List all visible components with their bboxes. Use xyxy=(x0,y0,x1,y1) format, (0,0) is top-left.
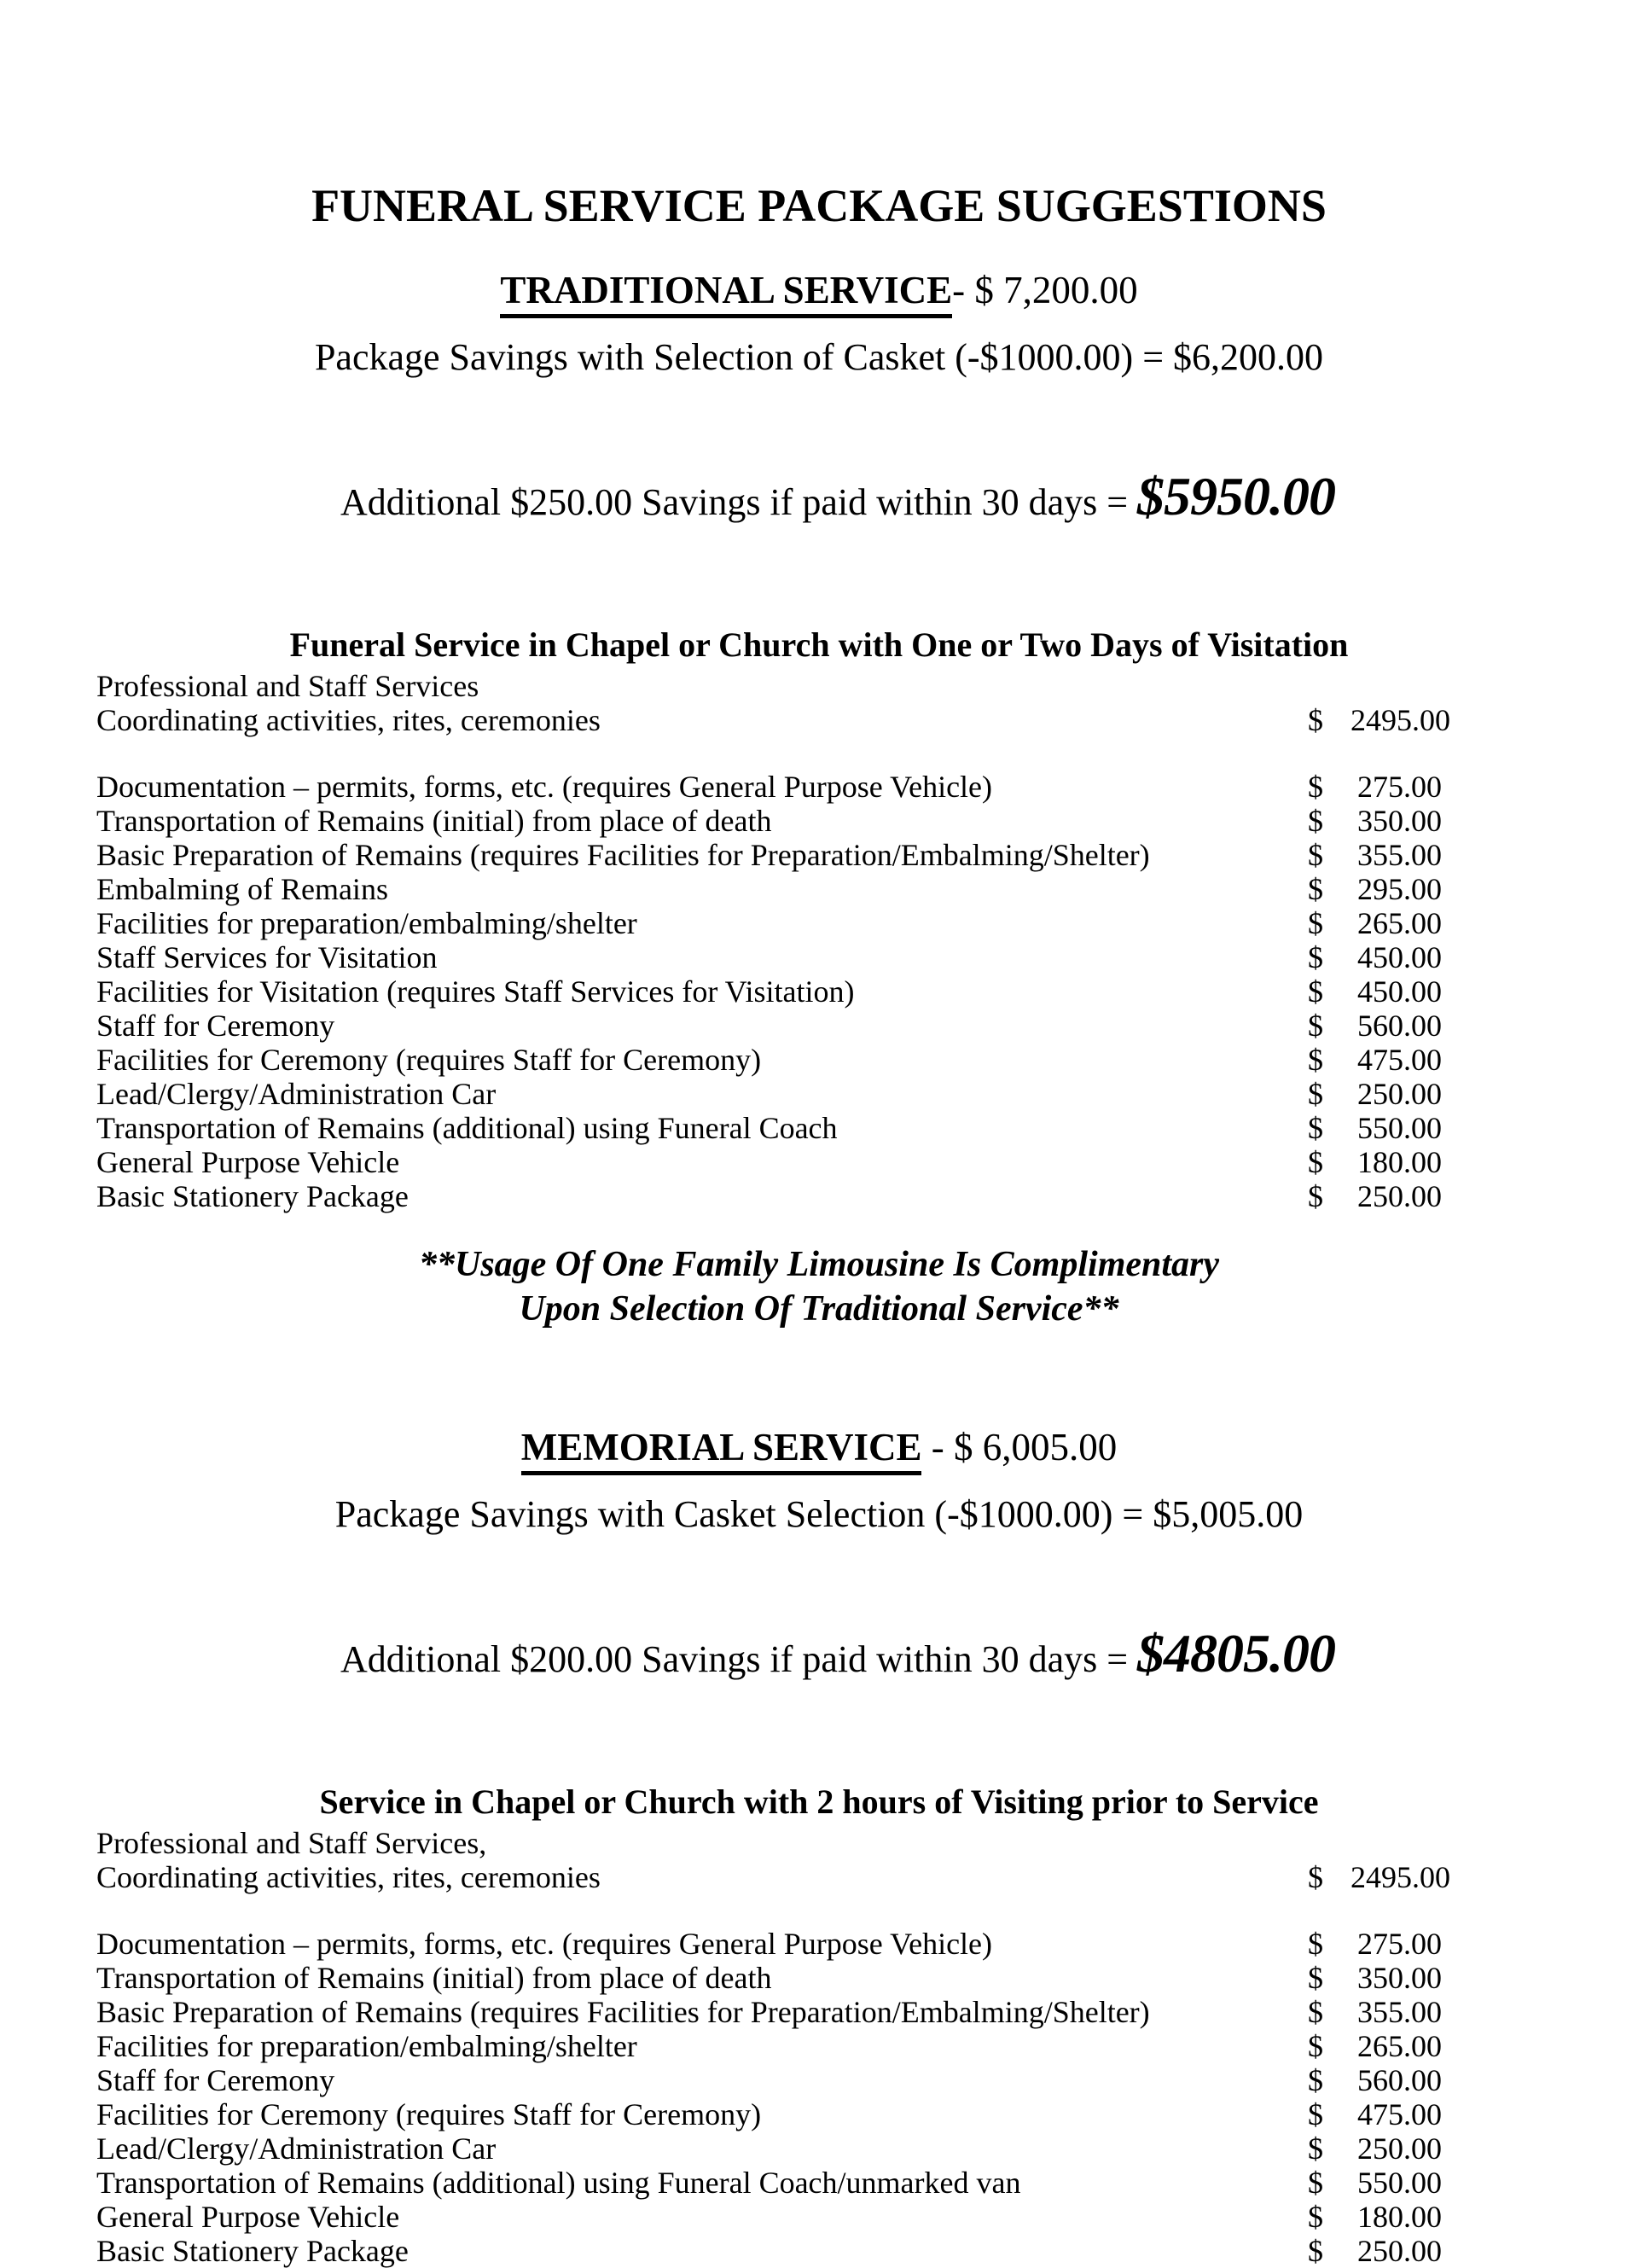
traditional-savings-line: Package Savings with Selection of Casket (-$1000.00) = $6,200.00 xyxy=(314,336,1324,378)
list-item xyxy=(96,2166,1442,2200)
currency-symbol: $ xyxy=(1308,1111,1323,1145)
list-item xyxy=(96,1009,1442,1043)
item-amount: 550.00 xyxy=(1357,2166,1442,2200)
list-item xyxy=(96,1995,1442,2029)
list-item xyxy=(96,1927,1442,1961)
currency-symbol: $ xyxy=(1308,2234,1323,2268)
item-label: Transportation of Remains (initial) from place of death xyxy=(96,1961,772,1995)
currency-symbol: $ xyxy=(1308,2029,1323,2063)
list-item xyxy=(96,703,1450,737)
currency-symbol: $ xyxy=(1308,940,1323,974)
item-amount: 355.00 xyxy=(1357,838,1442,872)
list-item xyxy=(96,906,1442,940)
memorial-priced-items xyxy=(0,1927,1638,2268)
item-amount: 265.00 xyxy=(1357,906,1442,940)
limousine-note-line1: **Usage Of One Family Limousine Is Complimentary xyxy=(418,1245,1220,1284)
list-intro-row xyxy=(96,669,1442,703)
list-item xyxy=(96,1043,1442,1077)
list-item xyxy=(96,872,1442,906)
currency-symbol: $ xyxy=(1308,2063,1323,2097)
memorial-service-name: MEMORIAL SERVICE xyxy=(521,1426,922,1475)
item-label: Documentation – permits, forms, etc. (requires General Purpose Vehicle) xyxy=(96,1927,993,1961)
list-item xyxy=(96,2063,1442,2097)
item-label: Basic Stationery Package xyxy=(96,1179,409,1213)
memorial-item-list xyxy=(0,1826,1638,2268)
item-amount: 475.00 xyxy=(1357,2097,1442,2131)
item-label: Basic Preparation of Remains (requires Facilities for Preparation/Embalming/Shelter) xyxy=(96,1995,1150,2029)
list-item xyxy=(96,838,1442,872)
currency-symbol: $ xyxy=(1308,974,1323,1009)
limousine-note xyxy=(0,1242,1638,1331)
traditional-priced-items xyxy=(0,770,1638,1213)
traditional-sub-heading: Funeral Service in Chapel or Church with One or Two Days of Visitation xyxy=(289,625,1349,664)
item-amount: 295.00 xyxy=(1357,872,1442,906)
list-item xyxy=(96,2131,1442,2166)
currency-symbol: $ xyxy=(1308,1927,1323,1961)
intro-label: Professional and Staff Services, xyxy=(96,1826,487,1860)
currency-symbol: $ xyxy=(1308,1860,1323,1894)
item-amount: 560.00 xyxy=(1357,1009,1442,1043)
list-intro-row xyxy=(96,1826,1442,1860)
currency-symbol: $ xyxy=(1308,770,1323,804)
item-label: Staff for Ceremony xyxy=(96,2063,335,2097)
traditional-service-name: TRADITIONAL SERVICE xyxy=(500,269,952,318)
memorial-savings-line: Package Savings with Casket Selection (-$1000.00) = $5,005.00 xyxy=(334,1493,1304,1535)
currency-symbol: $ xyxy=(1308,1077,1323,1111)
memorial-additional-prefix: Additional $200.00 Savings if paid within 30 days = xyxy=(340,1638,1138,1680)
list-item xyxy=(96,2029,1442,2063)
item-label: General Purpose Vehicle xyxy=(96,2200,400,2234)
item-amount: 560.00 xyxy=(1357,2063,1442,2097)
item-amount: 355.00 xyxy=(1357,1995,1442,2029)
item-amount: 250.00 xyxy=(1357,2131,1442,2166)
item-amount: 265.00 xyxy=(1357,2029,1442,2063)
traditional-additional-prefix: Additional $250.00 Savings if paid within 30 days = xyxy=(340,481,1138,523)
item-label: Staff Services for Visitation xyxy=(96,940,438,974)
item-amount: 180.00 xyxy=(1357,2200,1442,2234)
currency-symbol: $ xyxy=(1308,906,1323,940)
item-amount: 450.00 xyxy=(1357,940,1442,974)
item-label: Facilities for Visitation (requires Staff Services for Visitation) xyxy=(96,974,855,1009)
item-amount: 250.00 xyxy=(1357,1077,1442,1111)
item-label: Transportation of Remains (additional) using Funeral Coach/unmarked van xyxy=(96,2166,1021,2200)
item-amount: 550.00 xyxy=(1357,1111,1442,1145)
currency-symbol: $ xyxy=(1308,1961,1323,1995)
item-label: Facilities for preparation/embalming/shelter xyxy=(96,906,637,940)
list-item xyxy=(96,1179,1442,1213)
item-amount: 250.00 xyxy=(1357,1179,1442,1213)
item-label: Basic Preparation of Remains (requires Facilities for Preparation/Embalming/Shelter) xyxy=(96,838,1150,872)
item-amount: 275.00 xyxy=(1357,1927,1442,1961)
memorial-service-price: - $ 6,005.00 xyxy=(921,1426,1118,1468)
currency-symbol: $ xyxy=(1308,1043,1323,1077)
item-label: Staff for Ceremony xyxy=(96,1009,335,1043)
intro-label: Professional and Staff Services xyxy=(96,669,479,703)
item-label: Coordinating activities, rites, ceremonies xyxy=(96,1860,601,1894)
currency-symbol: $ xyxy=(1308,1179,1323,1213)
list-item xyxy=(96,2200,1442,2234)
list-item xyxy=(96,1077,1442,1111)
list-item xyxy=(96,1111,1442,1145)
item-label: Facilities for Ceremony (requires Staff for Ceremony) xyxy=(96,2097,762,2131)
memorial-discounted-total: $4805.00 xyxy=(1137,1623,1336,1684)
currency-symbol: $ xyxy=(1308,1009,1323,1043)
item-label: Lead/Clergy/Administration Car xyxy=(96,2131,497,2166)
currency-symbol: $ xyxy=(1308,2131,1323,2166)
list-item xyxy=(96,940,1442,974)
item-label: General Purpose Vehicle xyxy=(96,1145,400,1179)
list-item xyxy=(96,1145,1442,1179)
traditional-item-list xyxy=(0,669,1638,1213)
item-label: Lead/Clergy/Administration Car xyxy=(96,1077,497,1111)
page-title: FUNERAL SERVICE PACKAGE SUGGESTIONS xyxy=(311,180,1327,231)
item-amount: 450.00 xyxy=(1357,974,1442,1009)
item-label: Transportation of Remains (additional) using Funeral Coach xyxy=(96,1111,838,1145)
memorial-service-heading xyxy=(0,1423,1638,1471)
item-amount: 275.00 xyxy=(1357,770,1442,804)
list-item xyxy=(96,804,1442,838)
item-label: Coordinating activities, rites, ceremonies xyxy=(96,703,601,737)
currency-symbol: $ xyxy=(1308,872,1323,906)
item-label: Transportation of Remains (initial) from place of death xyxy=(96,804,772,838)
currency-symbol: $ xyxy=(1308,2097,1323,2131)
list-item xyxy=(96,1860,1450,1894)
currency-symbol: $ xyxy=(1308,703,1323,737)
memorial-additional-line xyxy=(0,1561,1638,1752)
list-item xyxy=(96,2097,1442,2131)
item-label: Basic Stationery Package xyxy=(96,2234,409,2268)
item-amount: 350.00 xyxy=(1357,804,1442,838)
item-label: Facilities for preparation/embalming/shelter xyxy=(96,2029,637,2063)
currency-symbol: $ xyxy=(1308,2200,1323,2234)
list-item xyxy=(96,770,1442,804)
item-amount: 2495.00 xyxy=(1350,1860,1450,1894)
item-amount: 250.00 xyxy=(1357,2234,1442,2268)
item-amount: 2495.00 xyxy=(1350,703,1450,737)
item-label: Embalming of Remains xyxy=(96,872,388,906)
currency-symbol: $ xyxy=(1308,804,1323,838)
currency-symbol: $ xyxy=(1308,2166,1323,2200)
limousine-note-line2: Upon Selection Of Traditional Service** xyxy=(519,1289,1119,1329)
traditional-discounted-total: $5950.00 xyxy=(1137,466,1336,526)
list-item xyxy=(96,974,1442,1009)
traditional-service-price: - $ 7,200.00 xyxy=(952,269,1138,311)
item-amount: 350.00 xyxy=(1357,1961,1442,1995)
blank-line xyxy=(0,737,1638,770)
currency-symbol: $ xyxy=(1308,838,1323,872)
list-item xyxy=(96,1961,1442,1995)
item-label: Documentation – permits, forms, etc. (requires General Purpose Vehicle) xyxy=(96,770,993,804)
blank-line xyxy=(0,1894,1638,1927)
traditional-additional-line xyxy=(0,404,1638,595)
currency-symbol: $ xyxy=(1308,1145,1323,1179)
item-label: Facilities for Ceremony (requires Staff for Ceremony) xyxy=(96,1043,762,1077)
currency-symbol: $ xyxy=(1308,1995,1323,2029)
list-item xyxy=(96,2234,1442,2268)
item-amount: 475.00 xyxy=(1357,1043,1442,1077)
traditional-service-heading xyxy=(0,266,1638,314)
item-amount: 180.00 xyxy=(1357,1145,1442,1179)
memorial-sub-heading: Service in Chapel or Church with 2 hours of Visiting prior to Service xyxy=(319,1782,1319,1821)
